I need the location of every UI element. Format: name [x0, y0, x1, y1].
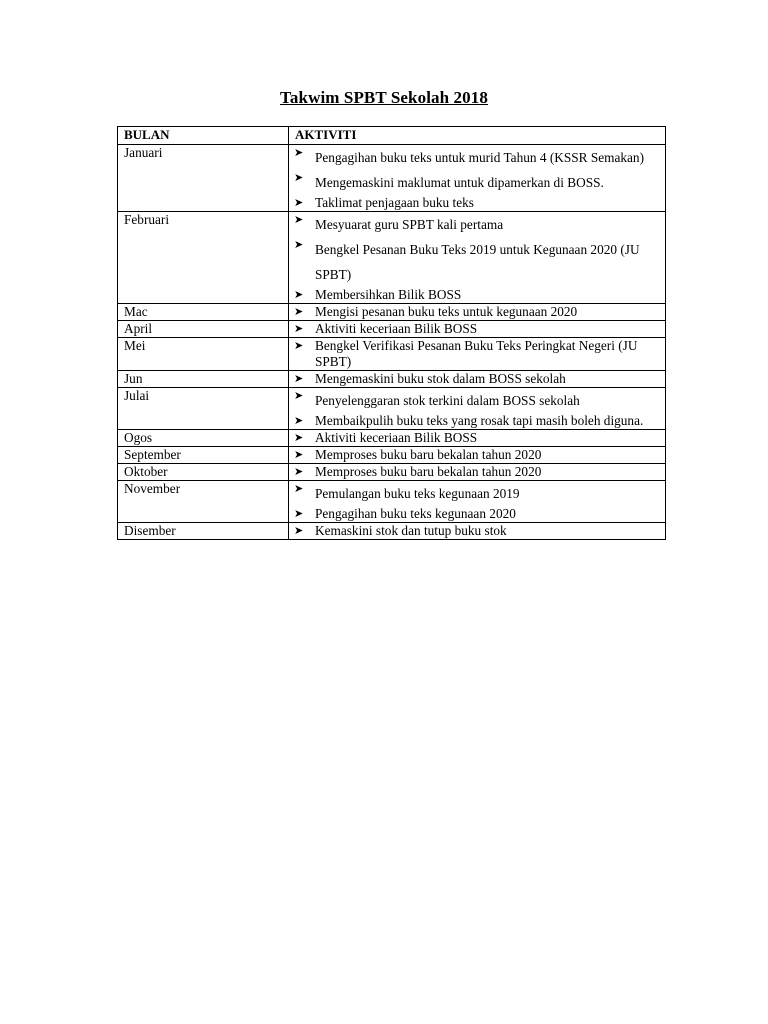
list-item — [293, 304, 661, 320]
activity-text: Membersihkan Bilik BOSS — [315, 287, 462, 302]
activity-cell — [289, 388, 666, 430]
arrowhead-bullet-icon: ➤ — [294, 415, 304, 427]
activity-cell — [289, 304, 666, 321]
activity-text: Mesyuarat guru SPBT kali pertama — [315, 217, 504, 232]
arrowhead-bullet-icon: ➤ — [294, 214, 304, 226]
arrowhead-bullet-icon: ➤ — [294, 432, 304, 444]
list-item — [293, 237, 661, 287]
activity-text: Aktiviti keceriaan Bilik BOSS — [315, 430, 478, 445]
activity-list — [293, 388, 661, 429]
table-row — [118, 212, 666, 304]
activity-list — [293, 481, 661, 522]
activity-text: Memproses buku baru bekalan tahun 2020 — [315, 464, 542, 479]
activity-list — [293, 430, 661, 446]
month-cell: Oktober — [118, 464, 289, 481]
activity-text: Mengemaskini buku stok dalam BOSS sekolah — [315, 371, 566, 386]
table-row — [118, 430, 666, 447]
activity-cell — [289, 321, 666, 338]
list-item — [293, 338, 661, 370]
activity-list — [293, 523, 661, 539]
list-item — [293, 170, 661, 195]
activity-text: Mengemaskini maklumat untuk dipamerkan di BOSS. — [315, 175, 604, 190]
month-cell: Julai — [118, 388, 289, 430]
table-row — [118, 321, 666, 338]
table-row — [118, 145, 666, 212]
arrowhead-bullet-icon: ➤ — [294, 197, 304, 209]
activity-cell — [289, 523, 666, 540]
header-bulan: BULAN — [118, 127, 289, 145]
table-row — [118, 304, 666, 321]
list-item — [293, 388, 661, 413]
month-cell: November — [118, 481, 289, 523]
activity-text: Memproses buku baru bekalan tahun 2020 — [315, 447, 542, 462]
table-header-row — [118, 127, 666, 145]
list-item — [293, 447, 661, 463]
arrowhead-bullet-icon: ➤ — [294, 239, 304, 251]
month-cell: Disember — [118, 523, 289, 540]
list-item — [293, 523, 661, 539]
list-item — [293, 413, 661, 429]
activity-text: Bengkel Pesanan Buku Teks 2019 untuk Kegunaan 2020 (JU SPBT) — [315, 242, 640, 282]
activity-list — [293, 321, 661, 337]
table-row — [118, 523, 666, 540]
activity-text: Pengagihan buku teks untuk murid Tahun 4 (KSSR Semakan) — [315, 150, 645, 165]
table-row — [118, 371, 666, 388]
month-cell: Februari — [118, 212, 289, 304]
activity-list — [293, 145, 661, 211]
activity-text: Taklimat penjagaan buku teks — [315, 195, 474, 210]
activity-text: Mengisi pesanan buku teks untuk kegunaan 2020 — [315, 304, 578, 319]
month-cell: Mei — [118, 338, 289, 371]
activity-cell — [289, 145, 666, 212]
list-item — [293, 371, 661, 387]
list-item — [293, 506, 661, 522]
arrowhead-bullet-icon: ➤ — [294, 466, 304, 478]
activity-cell — [289, 447, 666, 464]
arrowhead-bullet-icon: ➤ — [294, 373, 304, 385]
arrowhead-bullet-icon: ➤ — [294, 147, 304, 159]
list-item — [293, 212, 661, 237]
arrowhead-bullet-icon: ➤ — [294, 508, 304, 520]
list-item — [293, 287, 661, 303]
table-row — [118, 338, 666, 371]
table-row — [118, 481, 666, 523]
activity-text: Pemulangan buku teks kegunaan 2019 — [315, 486, 520, 501]
activity-cell — [289, 430, 666, 447]
page-title: Takwim SPBT Sekolah 2018 — [280, 88, 488, 107]
activity-cell — [289, 212, 666, 304]
activity-text: Pengagihan buku teks kegunaan 2020 — [315, 506, 516, 521]
activity-list — [293, 212, 661, 303]
table-row — [118, 464, 666, 481]
activity-text: Penyelenggaran stok terkini dalam BOSS sekolah — [315, 393, 580, 408]
activity-list — [293, 464, 661, 480]
calendar-table — [117, 126, 666, 540]
month-cell: Januari — [118, 145, 289, 212]
activity-list — [293, 338, 661, 370]
activity-cell — [289, 371, 666, 388]
month-cell: Mac — [118, 304, 289, 321]
activity-text: Aktiviti keceriaan Bilik BOSS — [315, 321, 478, 336]
activity-list — [293, 304, 661, 320]
arrowhead-bullet-icon: ➤ — [294, 340, 304, 352]
header-aktiviti: AKTIVITI — [289, 127, 666, 145]
table-row — [118, 388, 666, 430]
table-row — [118, 447, 666, 464]
activity-cell — [289, 464, 666, 481]
list-item — [293, 145, 661, 170]
list-item — [293, 430, 661, 446]
activity-cell — [289, 338, 666, 371]
month-cell: Ogos — [118, 430, 289, 447]
month-cell: April — [118, 321, 289, 338]
arrowhead-bullet-icon: ➤ — [294, 525, 304, 537]
month-cell: Jun — [118, 371, 289, 388]
list-item — [293, 464, 661, 480]
arrowhead-bullet-icon: ➤ — [294, 172, 304, 184]
activity-text: Membaikpulih buku teks yang rosak tapi masih boleh diguna. — [315, 413, 644, 428]
activity-text: Bengkel Verifikasi Pesanan Buku Teks Peringkat Negeri (JU SPBT) — [315, 338, 638, 369]
arrowhead-bullet-icon: ➤ — [294, 483, 304, 495]
arrowhead-bullet-icon: ➤ — [294, 449, 304, 461]
activity-cell — [289, 481, 666, 523]
list-item — [293, 195, 661, 211]
table-body — [118, 145, 666, 540]
arrowhead-bullet-icon: ➤ — [294, 390, 304, 402]
month-cell: September — [118, 447, 289, 464]
arrowhead-bullet-icon: ➤ — [294, 323, 304, 335]
activity-text: Kemaskini stok dan tutup buku stok — [315, 523, 507, 538]
arrowhead-bullet-icon: ➤ — [294, 306, 304, 318]
activity-list — [293, 371, 661, 387]
list-item — [293, 321, 661, 337]
list-item — [293, 481, 661, 506]
arrowhead-bullet-icon: ➤ — [294, 289, 304, 301]
activity-list — [293, 447, 661, 463]
